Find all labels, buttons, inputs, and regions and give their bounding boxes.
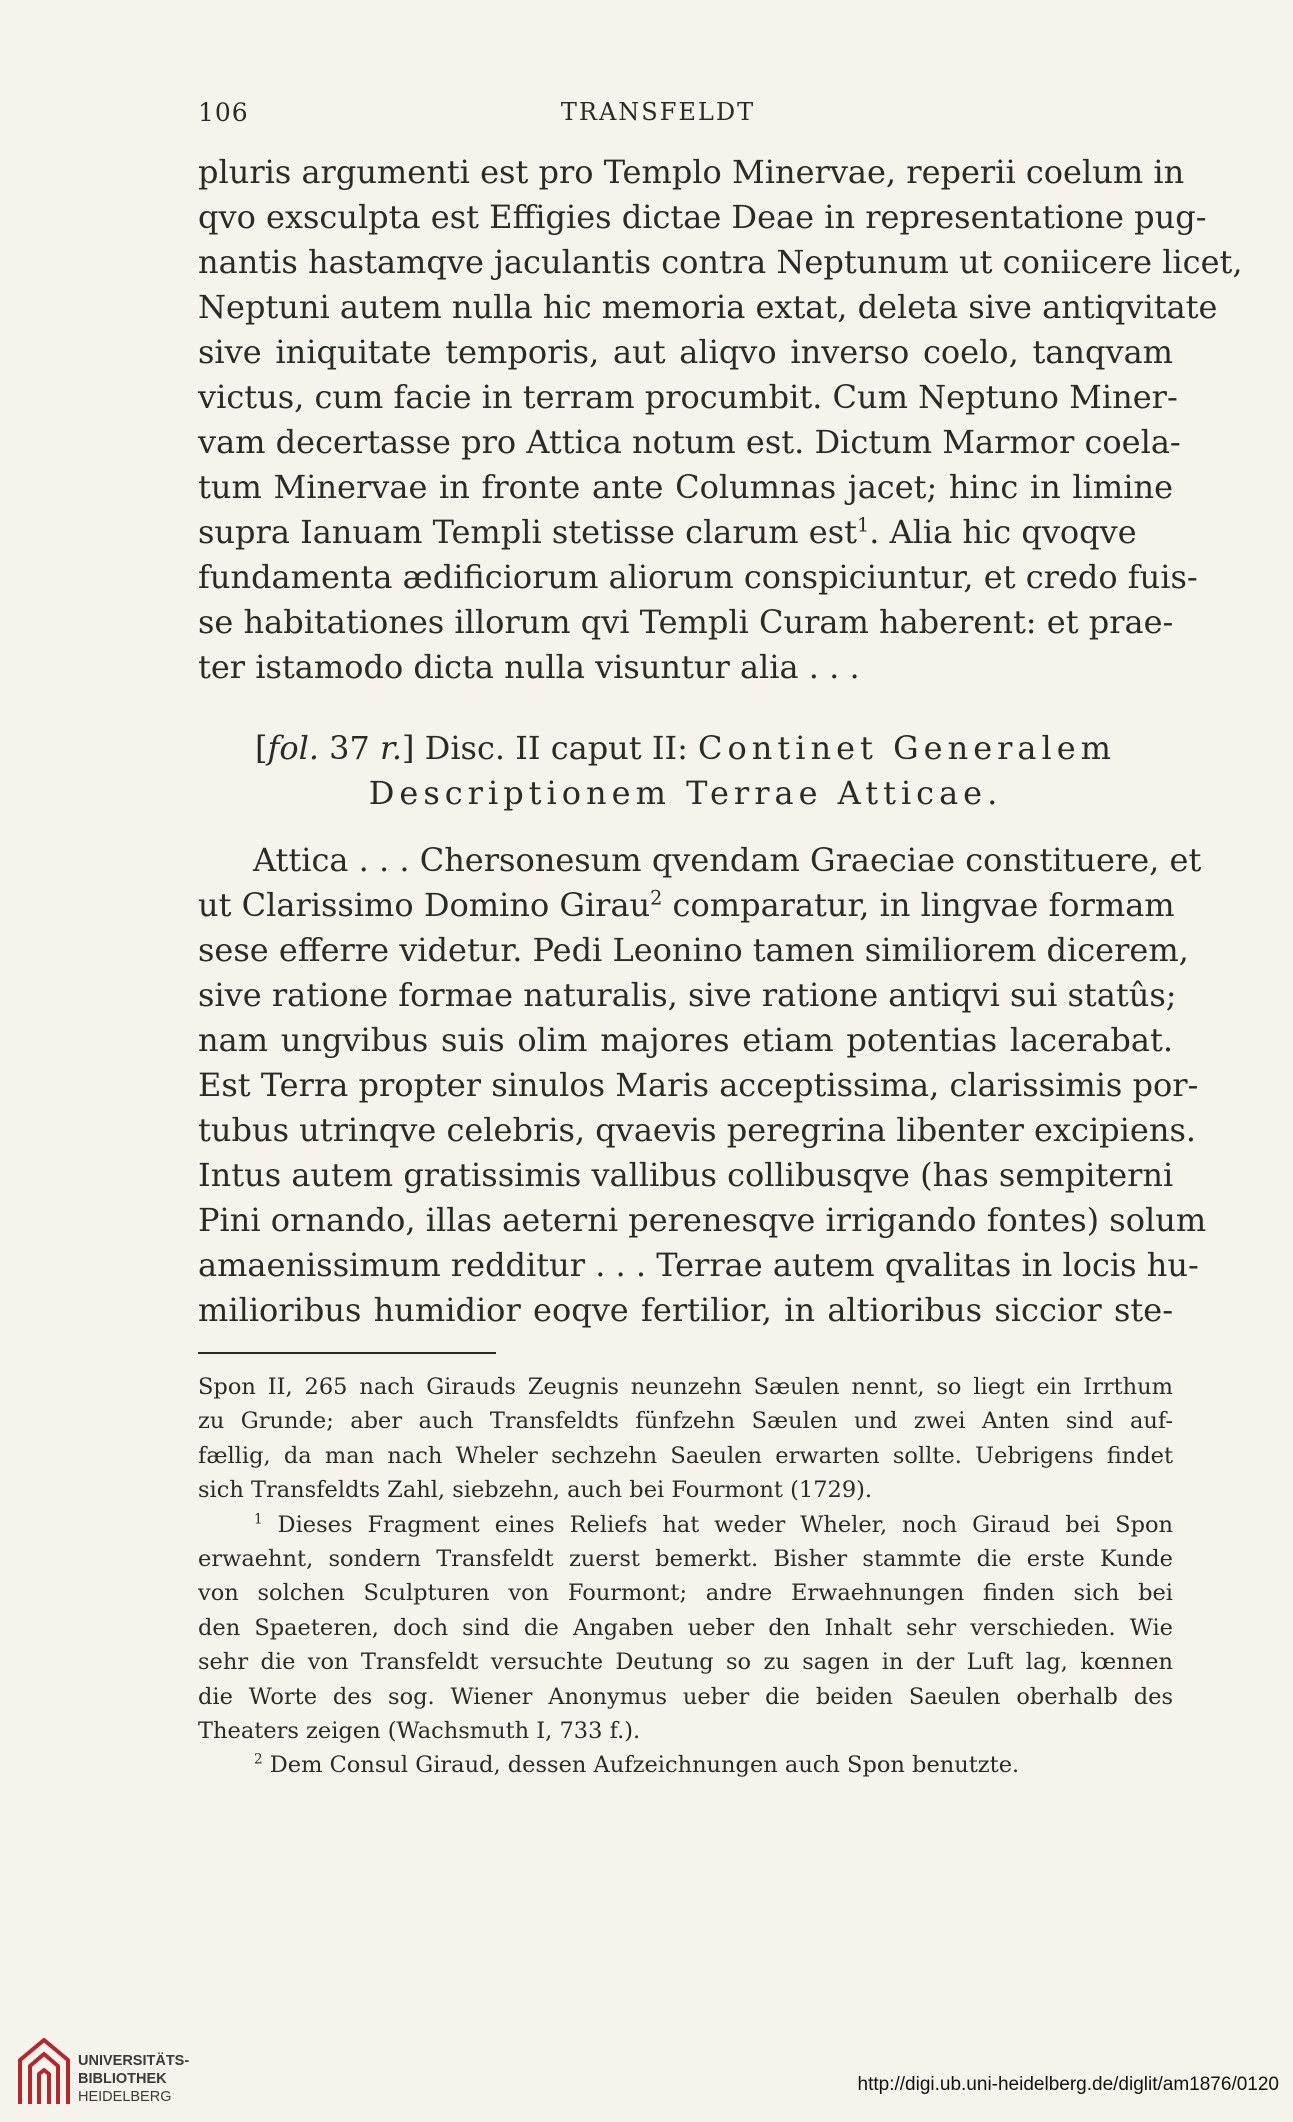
footnote-marker: 2 xyxy=(650,886,663,910)
text-line: se habitationes illorum qvi Templi Curam haberent: et prae- xyxy=(198,603,1174,641)
page-header xyxy=(198,98,1118,132)
text-line: tum Minervae in fronte ante Columnas jacet; hinc in limine xyxy=(198,468,1173,506)
library-name-line: HEIDELBERG xyxy=(78,2089,172,2105)
footnote-line: Spon II, 265 nach Girauds Zeugnis neunzehn Sæulen nennt, so liegt ein Irrthum xyxy=(198,1374,1173,1400)
footnote-line: erwaehnt, sondern Transfeldt zuerst bemerkt. Bisher stammte die erste Kunde xyxy=(198,1545,1173,1572)
folio-side: r. xyxy=(380,729,402,767)
section-heading-line-2: Descriptionem Terrae Atticae. xyxy=(368,774,1003,812)
text-line: tubus utrinqve celebris, qvaevis peregrina libenter excipiens. xyxy=(198,1111,1197,1149)
folio-bracket: [ xyxy=(254,729,268,767)
folio-abbrev: fol. xyxy=(267,729,319,767)
text-line: Pini ornando, illas aeterni perenesqve irrigando fontes) solum xyxy=(198,1201,1207,1239)
text-line: milioribus humidior eoqve fertilior, in altioribus siccior ste- xyxy=(198,1291,1173,1329)
text-segment: ut Clarissimo Domino Girau xyxy=(198,886,651,924)
text-segment: supra Ianuam Templi stetisse clarum est xyxy=(198,513,857,551)
text-line: pluris argumenti est pro Templo Minervae, reperii coelum in xyxy=(198,153,1185,191)
footnote-line: zu Grunde; aber auch Transfeldts fünfzehn Sæulen und zwei Anten sind auf- xyxy=(198,1408,1173,1435)
footnote-line: von solchen Sculpturen von Fourmont; andre Erwaehnungen finden sich bei xyxy=(198,1580,1173,1607)
folio-number: 37 xyxy=(318,729,381,767)
body-text xyxy=(198,150,1243,1333)
footnote-line: fællig, da man nach Wheler sechzehn Saeulen erwarten sollte. Uebrigens findet xyxy=(198,1442,1173,1469)
footnote-line: sich Transfeldts Zahl, siebzehn, auch bei Fourmont (1729). xyxy=(198,1477,873,1504)
footnote-text: Dieses Fragment eines Reliefs hat weder Wheler, noch Giraud bei Spon xyxy=(277,1511,1174,1538)
section-heading xyxy=(198,726,1173,771)
footnote-number: 2 xyxy=(254,1751,263,1768)
heading-spaced-text: Continet Generalem xyxy=(698,729,1117,767)
document-url-link[interactable]: http://digi.ub.uni-heidelberg.de/diglit/am1876/0120 xyxy=(857,2074,1279,2095)
footnote-line: die Worte des sog. Wiener Anonymus ueber die beiden Saeulen oberhalb des xyxy=(198,1683,1173,1710)
footnote-text: Dem Consul Giraud, dessen Aufzeichnungen auch Spon benutzte. xyxy=(269,1752,1020,1779)
footnote-line xyxy=(198,1508,1173,1542)
text-line: qvo exsculpta est Effigies dictae Deae in representatione pug- xyxy=(198,198,1207,236)
footnotes xyxy=(198,1370,1173,1783)
running-title: TRANSFELDT xyxy=(560,98,756,126)
text-line: amaenissimum redditur . . . Terrae autem qvalitas in locis hu- xyxy=(198,1246,1199,1284)
library-name xyxy=(78,2052,189,2106)
spacer xyxy=(198,816,1173,838)
text-line: Est Terra propter sinulos Maris acceptissima, clarissimis por- xyxy=(198,1066,1199,1104)
page-number: 106 xyxy=(198,98,249,127)
folio-bracket: ] xyxy=(402,729,415,767)
footnote-line: sehr die von Transfeldt versuchte Deutung so zu sagen in der Luft lag, kœnnen xyxy=(198,1649,1173,1676)
text-line: sese efferre videtur. Pedi Leonino tamen similiorem dicerem, xyxy=(198,931,1189,969)
footnote-line: den Spaeteren, doch sind die Angaben ueber den Inhalt sehr verschieden. Wie xyxy=(198,1614,1173,1641)
text-segment: . Alia hic qvoqve xyxy=(869,513,1137,551)
library-name-line: BIBLIOTHEK xyxy=(78,2071,167,2087)
text-line: nam ungvibus suis olim majores etiam potentias lacerabat. xyxy=(198,1021,1173,1059)
text-line xyxy=(198,883,1173,928)
library-name-line: UNIVERSITÄTS- xyxy=(78,2053,190,2069)
footnote-line xyxy=(198,1748,1173,1782)
paragraph-1 xyxy=(198,150,1243,690)
footnote-line: Theaters zeigen (Wachsmuth I, 733 f.). xyxy=(198,1717,641,1744)
footnote-marker: 1 xyxy=(857,513,870,537)
text-line: fundamenta ædificiorum aliorum conspiciuntur, et credo fuis- xyxy=(198,558,1198,596)
text-line: vam decertasse pro Attica notum est. Dictum Marmor coela- xyxy=(198,423,1181,461)
text-line: victus, cum facie in terram procumbit. Cum Neptuno Miner- xyxy=(198,378,1178,416)
text-line: sive ratione formae naturalis, sive ratione antiqvi sui statûs; xyxy=(198,976,1177,1014)
text-line: sive iniquitate temporis, aut aliqvo inverso coelo, tanqvam xyxy=(198,333,1173,371)
spacer xyxy=(198,690,1173,726)
paragraph-2 xyxy=(198,838,1207,1333)
text-line: Attica . . . Chersonesum qvendam Graeciae constituere, et xyxy=(253,841,1202,879)
text-line: nantis hastamqve jaculantis contra Neptunum ut coniicere licet, xyxy=(198,243,1243,281)
heading-caput: Disc. II caput II: xyxy=(424,729,688,767)
text-line: Intus autem gratissimis vallibus collibusqve (has sempiterni xyxy=(198,1156,1174,1194)
text-segment: comparatur, in lingvae formam xyxy=(662,886,1175,924)
text-line: ter istamodo dicta nulla visuntur alia . . . xyxy=(198,648,860,686)
library-logo-icon xyxy=(14,2030,74,2108)
text-line: Neptuni autem nulla hic memoria extat, deleta sive antiqvitate xyxy=(198,288,1218,326)
footnote-rule xyxy=(198,1352,496,1354)
footnote-number: 1 xyxy=(254,1511,263,1528)
text-line xyxy=(198,510,1173,555)
